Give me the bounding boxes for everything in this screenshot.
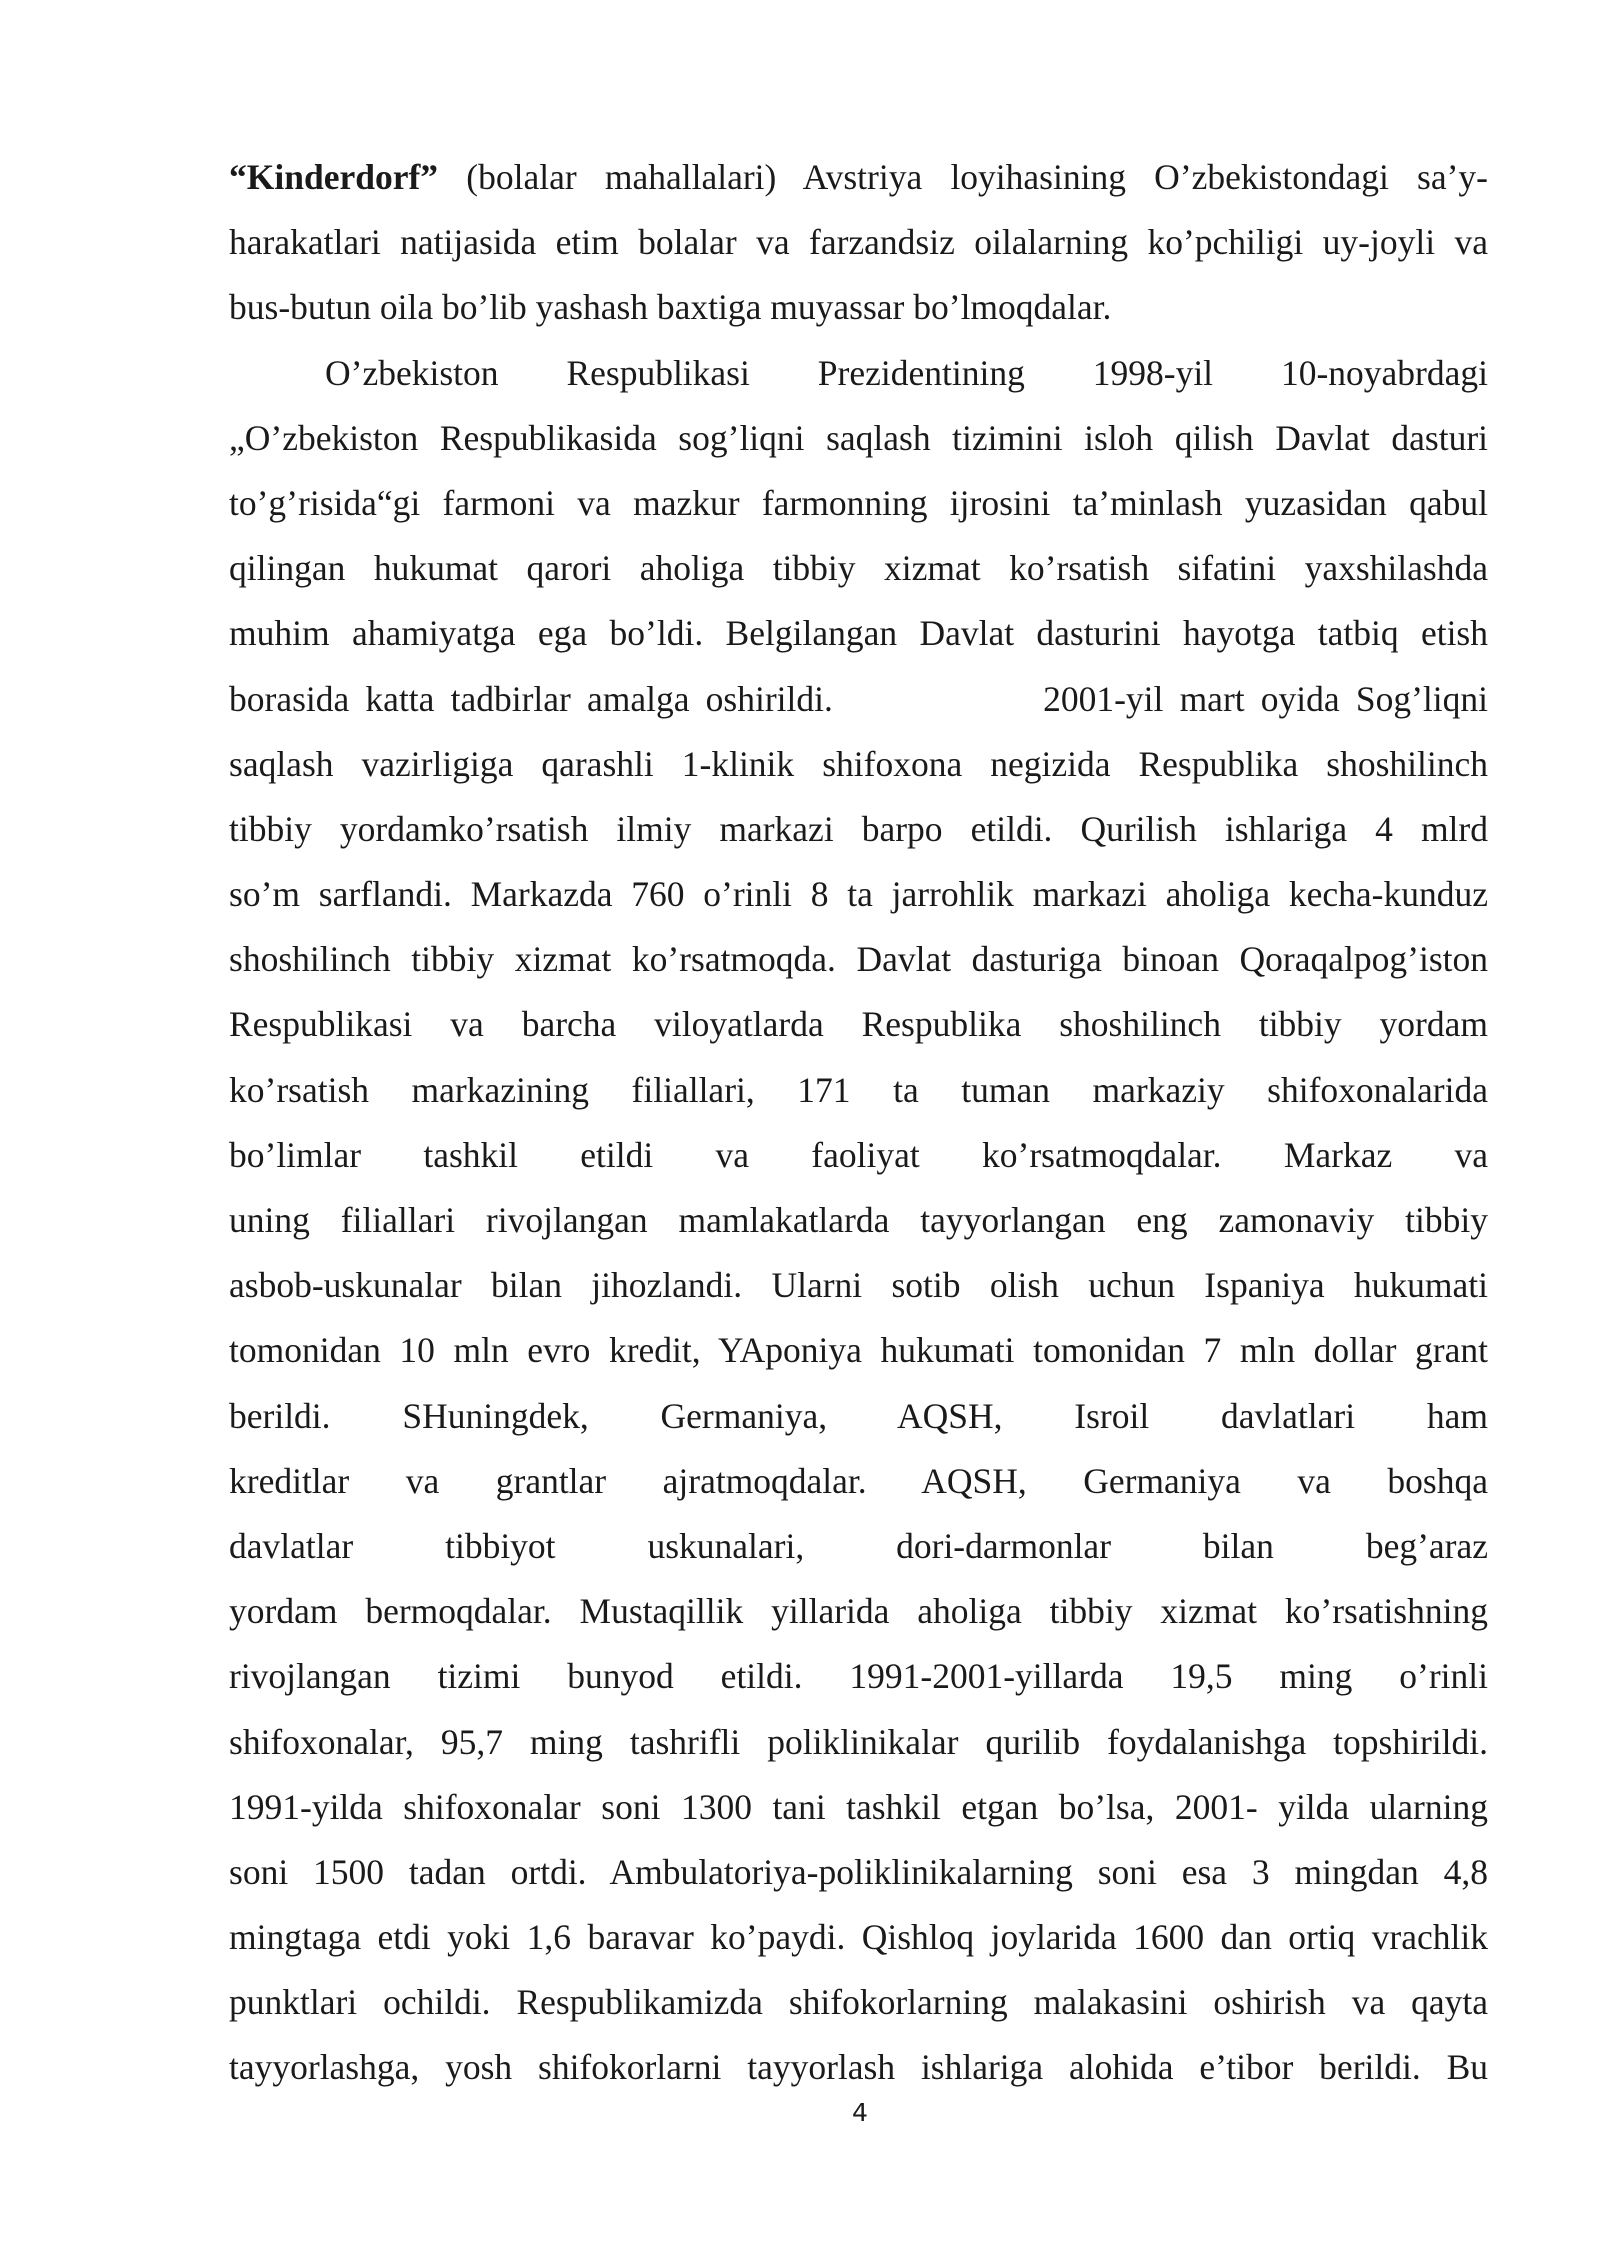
text-line-19: tomonidan 10 mln evro kredit, YAponiya hukumati tomonidan 7 mln dollar grant	[229, 1330, 1488, 1371]
text-line-6: to’g’risida“gi farmoni va mazkur farmonning ijrosini ta’minlash yuzasidan qabul	[229, 482, 1488, 523]
text-line-28: mingtaga etdi yoki 1,6 baravar ko’paydi. Qishloq joylarida 1600 dan ortiq vrachlik	[229, 1917, 1488, 1958]
text-line-22: davlatlar tibbiyot uskunalari, dori-darmonlar bilan beg’araz	[229, 1525, 1488, 1566]
text-line-15: ko’rsatish markazining filiallari, 171 ta tuman markaziy shifoxonalarida	[229, 1069, 1488, 1110]
page-number: 4	[852, 2098, 868, 2127]
text-line-13: shoshilinch tibbiy xizmat ko’rsatmoqda. Davlat dasturiga binoan Qoraqalpog’iston	[229, 939, 1488, 980]
text-line-3: bus-butun oila bo’lib yashash baxtiga muyassar bo’lmoqdalar.	[229, 287, 1112, 328]
text-line-21: kreditlar va grantlar ajratmoqdalar. AQSH, Germaniya va boshqa	[229, 1460, 1488, 1501]
body-text	[229, 145, 1488, 2101]
text-line-17: uning filiallari rivojlangan mamlakatlarda tayyorlangan eng zamonaviy tibbiy	[229, 1200, 1488, 1240]
text-line-8: muhim ahamiyatga ega bo’ldi. Belgilangan Davlat dasturini hayotga tatbiq etish	[229, 613, 1488, 654]
text-line-30: tayyorlashga, yosh shifokorlarni tayyorlash ishlariga alohida e’tibor berildi. Bu	[229, 2047, 1488, 2088]
text-line-23: yordam bermoqdalar. Mustaqillik yillarida aholiga tibbiy xizmat ko’rsatishning	[229, 1591, 1488, 1632]
text-line-12: so’m sarflandi. Markazda 760 o’rinli 8 ta jarrohlik markazi aholiga kecha-kunduz	[229, 874, 1488, 915]
text-line-27: soni 1500 tadan ortdi. Ambulatoriya-poliklinikalarning soni esa 3 mingdan 4,8	[229, 1851, 1488, 1892]
text-line-29: punktlari ochildi. Respublikamizda shifokorlarning malakasini oshirish va qayta	[229, 1982, 1488, 2023]
text-line-2: harakatlari natijasida etim bolalar va farzandsiz oilalarning ko’pchiligi uy-joyli va	[229, 222, 1488, 263]
text-line-14: Respublikasi va barcha viloyatlarda Respublika shoshilinch tibbiy yordam	[229, 1004, 1488, 1045]
text-line-10: saqlash vazirligiga qarashli 1-klinik shifoxona negizida Respublika shoshilinch	[229, 743, 1488, 784]
text-line-16: bo’limlar tashkil etildi va faoliyat ko’rsatmoqdalar. Markaz va	[229, 1134, 1488, 1175]
text-line-1	[229, 145, 1488, 210]
text-line-7: qilingan hukumat qarori aholiga tibbiy xizmat ko’rsatish sifatini yaxshilashda	[229, 548, 1488, 589]
text-line-9: borasida katta tadbirlar amalga oshirildi. 2001-yil mart oyida Sog’liqni	[229, 678, 1488, 719]
kinderdorf-bold-term: “Kinderdorf”	[229, 157, 439, 197]
text-line-20: berildi. SHuningdek, Germaniya, AQSH, Isroil davlatlari ham	[229, 1395, 1488, 1436]
text-line-18: asbob-uskunalar bilan jihozlandi. Ularni sotib olish uchun Ispaniya hukumati	[229, 1265, 1488, 1306]
text-line-11: tibbiy yordamko’rsatish ilmiy markazi barpo etildi. Qurilish ishlariga 4 mlrd	[229, 808, 1488, 849]
text-line-5: „O’zbekiston Respublikasida sog’liqni saqlash tizimini isloh qilish Davlat dasturi	[229, 417, 1488, 458]
text-line-25: shifoxonalar, 95,7 ming tashrifli poliklinikalar qurilib foydalanishga topshirildi.	[229, 1721, 1488, 1762]
text-line-4: O’zbekiston Respublikasi Prezidentining 1998-yil 10-noyabrdagi	[325, 352, 1488, 393]
text-line-1-rest: (bolalar mahallalari) Avstriya loyihasining O’zbekistondagi sa’y-	[438, 157, 1488, 197]
text-line-26: 1991-yilda shifoxonalar soni 1300 tani tashkil etgan bo’lsa, 2001- yilda ularning	[229, 1786, 1488, 1827]
text-line-24: rivojlangan tizimi bunyod etildi. 1991-2001-yillarda 19,5 ming o’rinli	[229, 1656, 1488, 1697]
